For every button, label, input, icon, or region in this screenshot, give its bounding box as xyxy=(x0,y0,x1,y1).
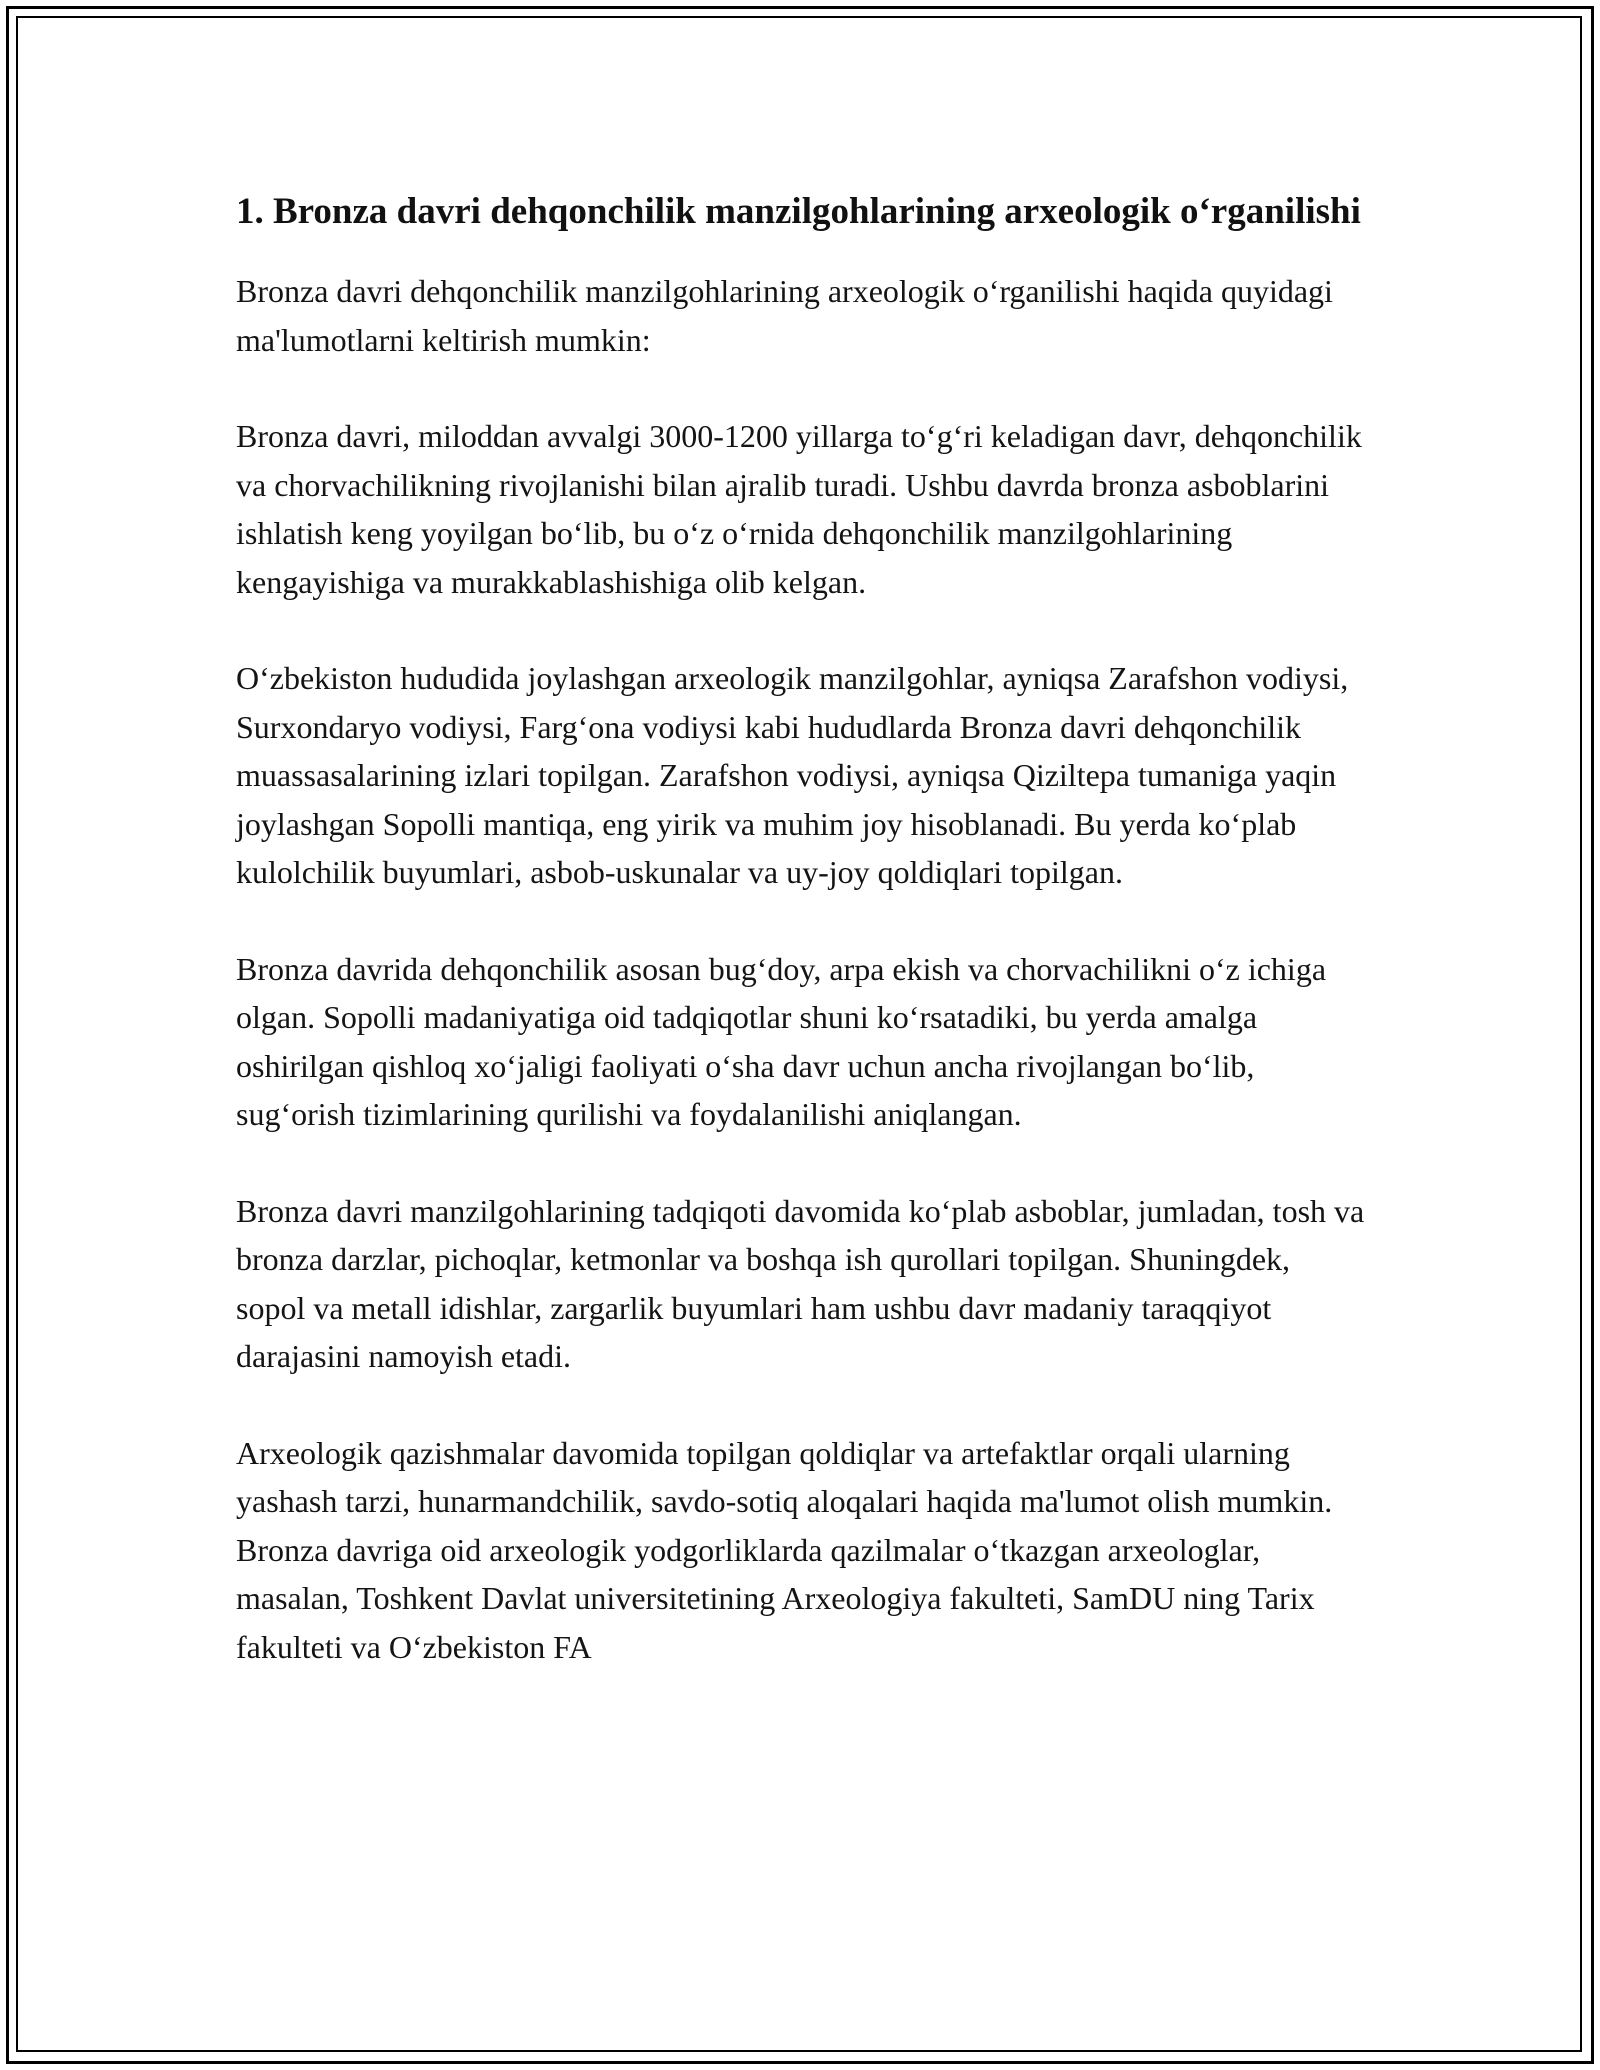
paragraph-uzbekistan-sites: O‘zbekiston hududida joylashgan arxeologik manzilgohlar, ayniqsa Zarafshon vodiysi, Surxondaryo vodiysi, Farg‘ona vodiysi kabi hududlarda Bronza davri dehqonchilik muassasalarining izlari topilgan. Zarafshon vodiysi, ayniqsa Qiziltepa tumaniga yaqin joylashgan Sopolli mantiqa, eng yirik va muhim joy hisoblanadi. Bu yerda ko‘plab kulolchilik buyumlari, asbob-uskunalar va uy-joy qoldiqlari topilgan. xyxy=(236,660,1349,890)
section-heading: 1. Bronza davri dehqonchilik manzilgohlarining arxeologik o‘rganilishi xyxy=(236,191,1361,232)
document-body xyxy=(236,184,1366,1719)
paragraph-intro: Bronza davri dehqonchilik manzilgohlarining arxeologik o‘rganilishi haqida quyidagi ma'lumotlarni keltirish mumkin: xyxy=(236,273,1333,358)
paragraph-excavations: Arxeologik qazishmalar davomida topilgan qoldiqlar va artefaktlar orqali ularning yashash tarzi, hunarmandchilik, savdo-sotiq aloqalari haqida ma'lumot olish mumkin. Bronza davriga oid arxeologik yodgorliklarda qazilmalar o‘tkazgan arxeologlar, masalan, Toshkent Davlat universitetining Arxeologiya fakulteti, SamDU ning Tarix fakulteti va O‘zbekiston FA xyxy=(236,1434,1333,1665)
paragraph-tools-findings: Bronza davri manzilgohlarining tadqiqoti davomida ko‘plab asboblar, jumladan, tosh va bronza darzlar, pichoqlar, ketmonlar va boshqa ish qurollari topilgan. Shuningdek, sopol va metall idishlar, zargarlik buyumlari ham ushbu davr madaniy taraqqiyot darajasini namoyish etadi. xyxy=(236,1192,1365,1374)
paragraph-agriculture: Bronza davrida dehqonchilik asosan bug‘doy, arpa ekish va chorvachilikni o‘z ichiga olgan. Sopolli madaniyatiga oid tadqiqotlar shuni ko‘rsatadiki, bu yerda amalga oshirilgan qishloq xo‘jaligi faoliyati o‘sha davr uchun ancha rivojlangan bo‘lib, sug‘orish tizimlarining qurilishi va foydalanilishi aniqlangan. xyxy=(236,950,1327,1132)
paragraph-bronze-age-period: Bronza davri, miloddan avvalgi 3000-1200 yillarga to‘g‘ri keladigan davr, dehqonchilik va chorvachilikning rivojlanishi bilan ajralib turadi. Ushbu davrda bronza asboblarini ishlatish keng yoyilgan bo‘lib, bu o‘z o‘rnida dehqonchilik manzilgohlarining kengayishiga va murakkablashishiga olib kelgan. xyxy=(236,418,1362,600)
